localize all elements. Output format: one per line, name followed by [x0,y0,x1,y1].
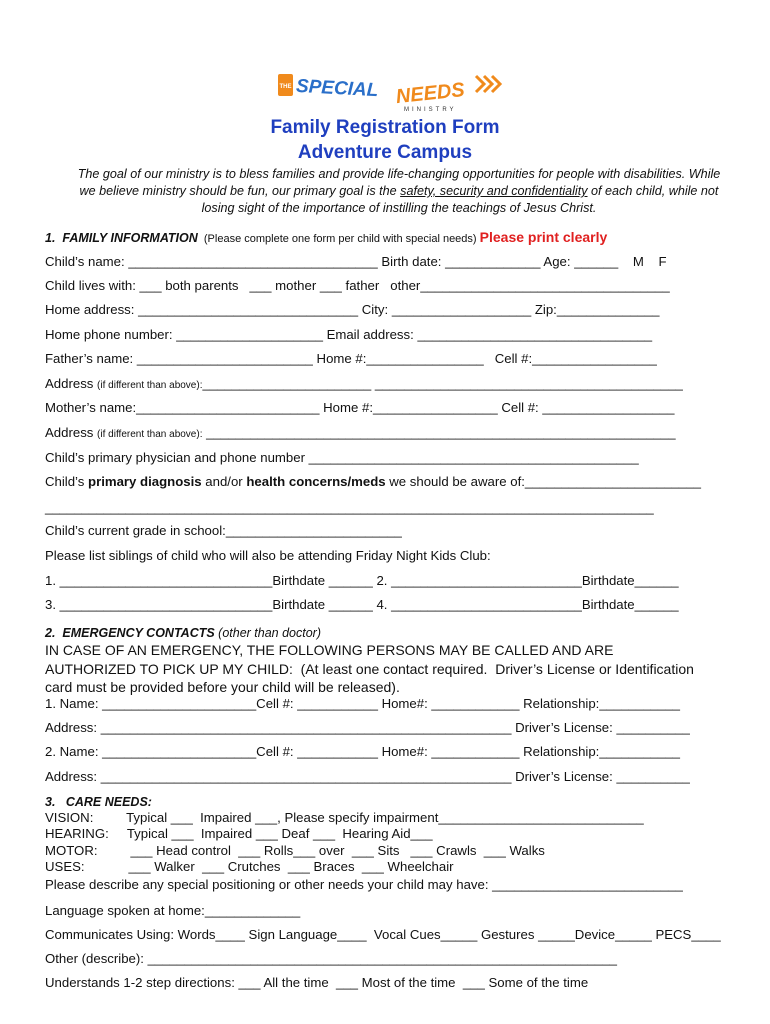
emergency-notice-1: IN CASE OF AN EMERGENCY, THE FOLLOWING PERSONS MAY BE CALLED AND ARE [45,642,614,658]
mother-address-blank: ________________________________________________________________ [202,425,676,440]
section-2-sub: (other than doctor) [214,626,322,640]
mother-address-note: (if different than above): [97,429,203,440]
mother-address-field[interactable] [45,425,676,443]
intro-line-2b: of each child, while not [587,184,719,198]
intro-line-3: losing sight of the importance of instilling the teachings of Jesus Christ. [201,201,597,215]
section-1-title: 1. FAMILY INFORMATION [45,231,198,245]
intro-line-1: The goal of our ministry is to bless families and provide life-changing opportunities for people with disabilities. While [77,167,721,181]
grade-field[interactable]: Child’s current grade in school:________________________ [45,523,402,538]
intro-emphasis: safety, security and confidentiality [400,184,588,198]
special-needs-ministry-logo [276,68,504,114]
diagnosis-label-bold-2: health concerns/meds [246,474,386,489]
home-address-field[interactable]: Home address: ______________________________ City: ___________________ Zip:______________ [45,302,660,317]
diagnosis-label-3: we should be aware of:________________________ [385,474,701,489]
father-name-field[interactable]: Father’s name: ________________________ Home #:________________ Cell #:_________________ [45,351,657,366]
emergency-notice-3: card must be provided before your child will be released). [45,679,400,695]
intro-line-2 [38,183,760,200]
directions-field[interactable]: Understands 1-2 step directions: ___ All the time ___ Most of the time ___ Some of the time [45,975,589,990]
section-1-heading [45,229,607,247]
section-2-heading [45,625,321,641]
child-lives-with-field[interactable]: Child lives with: ___ both parents ___ mother ___ father other__________________________________ [45,278,670,293]
father-address-note: (if different than above): [97,380,203,391]
form-title: Family Registration Form [270,117,500,138]
siblings-row-2[interactable]: 3. _____________________________Birthdate ______ 4. __________________________Birthdate______ [45,597,679,612]
mother-address-label: Address [45,425,98,440]
logo-word-ministry: MINISTRY [404,107,457,113]
contact-1-address-field[interactable]: Address: ________________________________________________________ Driver’s License: __________ [45,720,690,735]
form-subtitle: Adventure Campus [297,142,473,163]
intro-line-2a: we believe ministry should be fun, our primary goal is the [79,184,401,198]
father-address-label: Address [45,376,98,391]
contact-1-name-field[interactable]: 1. Name: _____________________Cell #: ___________ Home#: ____________ Relationship:___________ [45,696,681,711]
communicates-field[interactable]: Communicates Using: Words____ Sign Language____ Vocal Cues_____ Gestures _____Device_____ PECS____ [45,927,721,942]
logo-badge-text: THE [279,84,292,90]
hearing-field[interactable]: HEARING: Typical ___ Impaired ___ Deaf ___ Hearing Aid___ [45,826,433,841]
logo-chevrons [476,76,500,92]
home-phone-field[interactable]: Home phone number: ____________________ Email address: ________________________________ [45,327,653,342]
child-name-field[interactable]: Child’s name: __________________________________ Birth date: _____________ Age: ______ M F [45,254,667,269]
section-3-heading: 3. CARE NEEDS: [45,795,152,809]
mother-name-field[interactable]: Mother’s name:_________________________ Home #:_________________ Cell #: __________________ [45,400,675,415]
vision-field[interactable]: VISION: Typical ___ Impaired ___, Please specify impairment____________________________ [45,810,644,825]
diagnosis-label-bold-1: primary diagnosis [88,474,202,489]
siblings-prompt: Please list siblings of child who will also be attending Friday Night Kids Club: [45,548,491,563]
physician-field[interactable]: Child’s primary physician and phone number _____________________________________________ [45,450,639,465]
contact-2-name-field[interactable]: 2. Name: _____________________Cell #: ___________ Home#: ____________ Relationship:___________ [45,744,681,759]
contact-2-address-field[interactable]: Address: ________________________________________________________ Driver’s License: __________ [45,769,690,784]
diagnosis-label-2: and/or [201,474,247,489]
section-2-title: 2. EMERGENCY CONTACTS [45,626,215,640]
diagnosis-continuation-line[interactable]: ___________________________________________________________________________________ [45,500,654,515]
father-address-blank: _______________________ __________________________________________ [202,376,683,391]
logo-word-special: SPECIAL [295,75,379,102]
print-clearly-note: Please print clearly [479,229,608,245]
language-field[interactable]: Language spoken at home:_____________ [45,903,301,918]
father-address-field[interactable] [45,376,683,394]
siblings-row-1[interactable]: 1. _____________________________Birthdate ______ 2. __________________________Birthdate______ [45,573,679,588]
diagnosis-label-1: Child’s [45,474,89,489]
emergency-notice-2: AUTHORIZED TO PICK UP MY CHILD: (At least one contact required. Driver’s License or Identification [45,661,694,677]
uses-field[interactable]: USES: ___ Walker ___ Crutches ___ Braces ___ Wheelchair [45,859,454,874]
other-describe-field[interactable]: Other (describe): ________________________________________________________________ [45,951,617,966]
section-1-note: (Please complete one form per child with special needs) [197,233,480,245]
motor-field[interactable]: MOTOR: ___ Head control ___ Rolls___ over ___ Sits ___ Crawls ___ Walks [45,843,545,858]
diagnosis-field[interactable] [45,474,701,490]
logo-word-needs: NEEDS [394,79,466,109]
positioning-needs-field[interactable]: Please describe any special positioning or other needs your child may have: __________________________ [45,877,683,892]
